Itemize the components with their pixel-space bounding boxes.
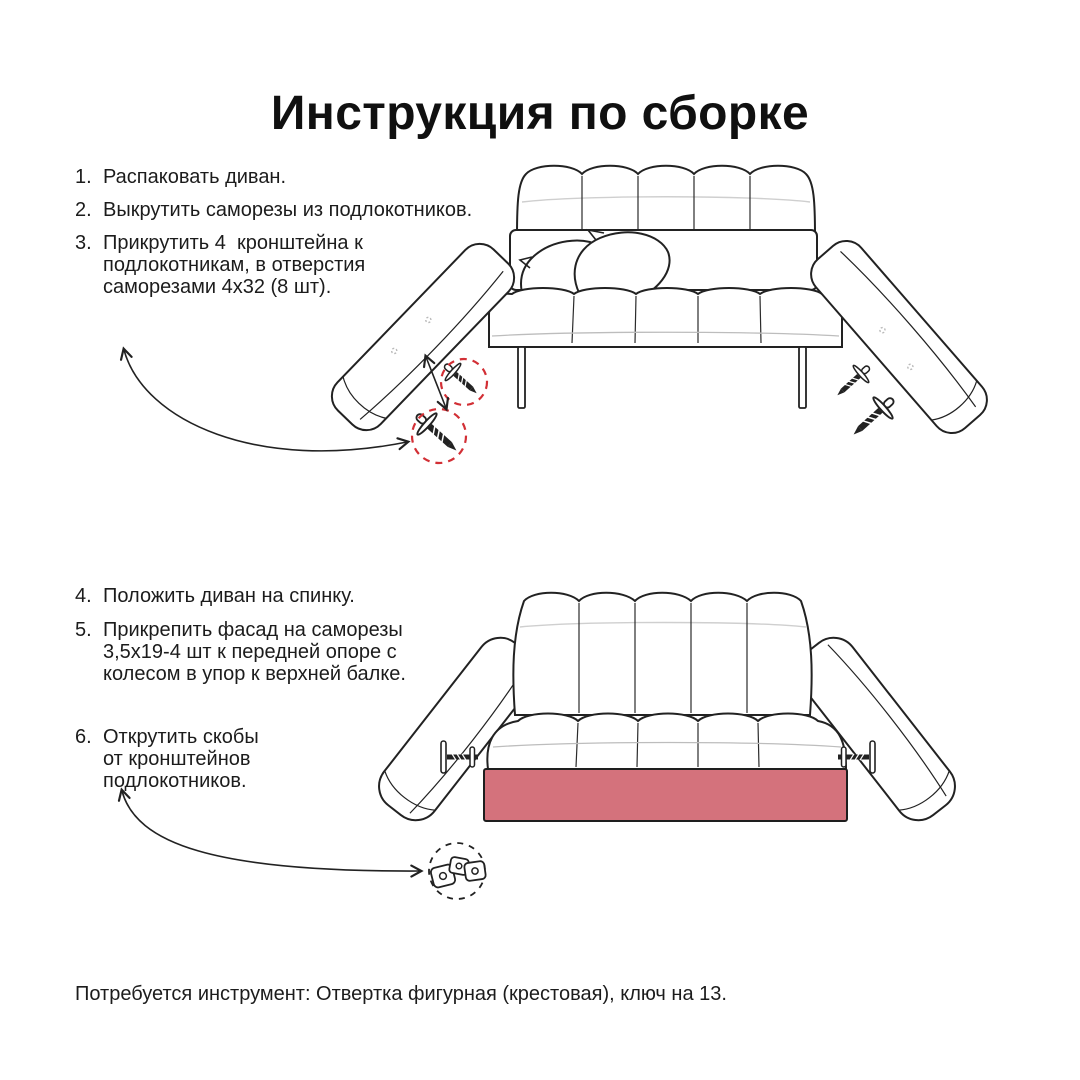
step-number: 4.: [75, 585, 92, 607]
page-title: Инструкция по сборке: [270, 87, 810, 141]
sofa-leg: [799, 347, 806, 408]
step-number: 3.: [75, 232, 92, 254]
step-number: 1.: [75, 166, 92, 188]
step-text: Положить диван на спинку.: [103, 585, 355, 607]
step-number: 5.: [75, 619, 92, 641]
backrest: [517, 166, 815, 236]
seat-cushion: [487, 714, 846, 770]
curved-pointer-arrow: [122, 791, 420, 871]
step-number: 6.: [75, 726, 92, 748]
seat-cushion: [489, 288, 842, 347]
step-text: Прикрутить 4 кронштейна к подлокотникам, в отверстия саморезами 4х32 (8 шт).: [103, 232, 366, 298]
sofa-leg: [518, 347, 525, 408]
backrest: [513, 593, 811, 715]
step-text: Распаковать диван.: [103, 166, 287, 188]
step-text: Открутить скобы от кронштейнов подлокотников.: [103, 726, 259, 792]
sofa-detached-armrests-illustration: [55, 150, 990, 482]
step-number: 2.: [75, 199, 92, 221]
step-text: Прикрепить фасад на саморезы 3,5х19-4 шт к передней опоре с колесом в упор к верхней балке.: [103, 619, 406, 685]
tools-note: Потребуется инструмент: Отвертка фигурная (крестовая), ключ на 13.: [75, 983, 727, 1005]
sofa-body: [489, 166, 842, 408]
bracket-detail: [429, 843, 486, 899]
sofa-front-panel-illustration: [60, 575, 1020, 907]
sofa-body: [487, 593, 846, 769]
bracket-icon: [430, 857, 486, 889]
step-text: Выкрутить саморезы из подлокотников.: [103, 199, 473, 221]
front-panel: [484, 769, 847, 821]
